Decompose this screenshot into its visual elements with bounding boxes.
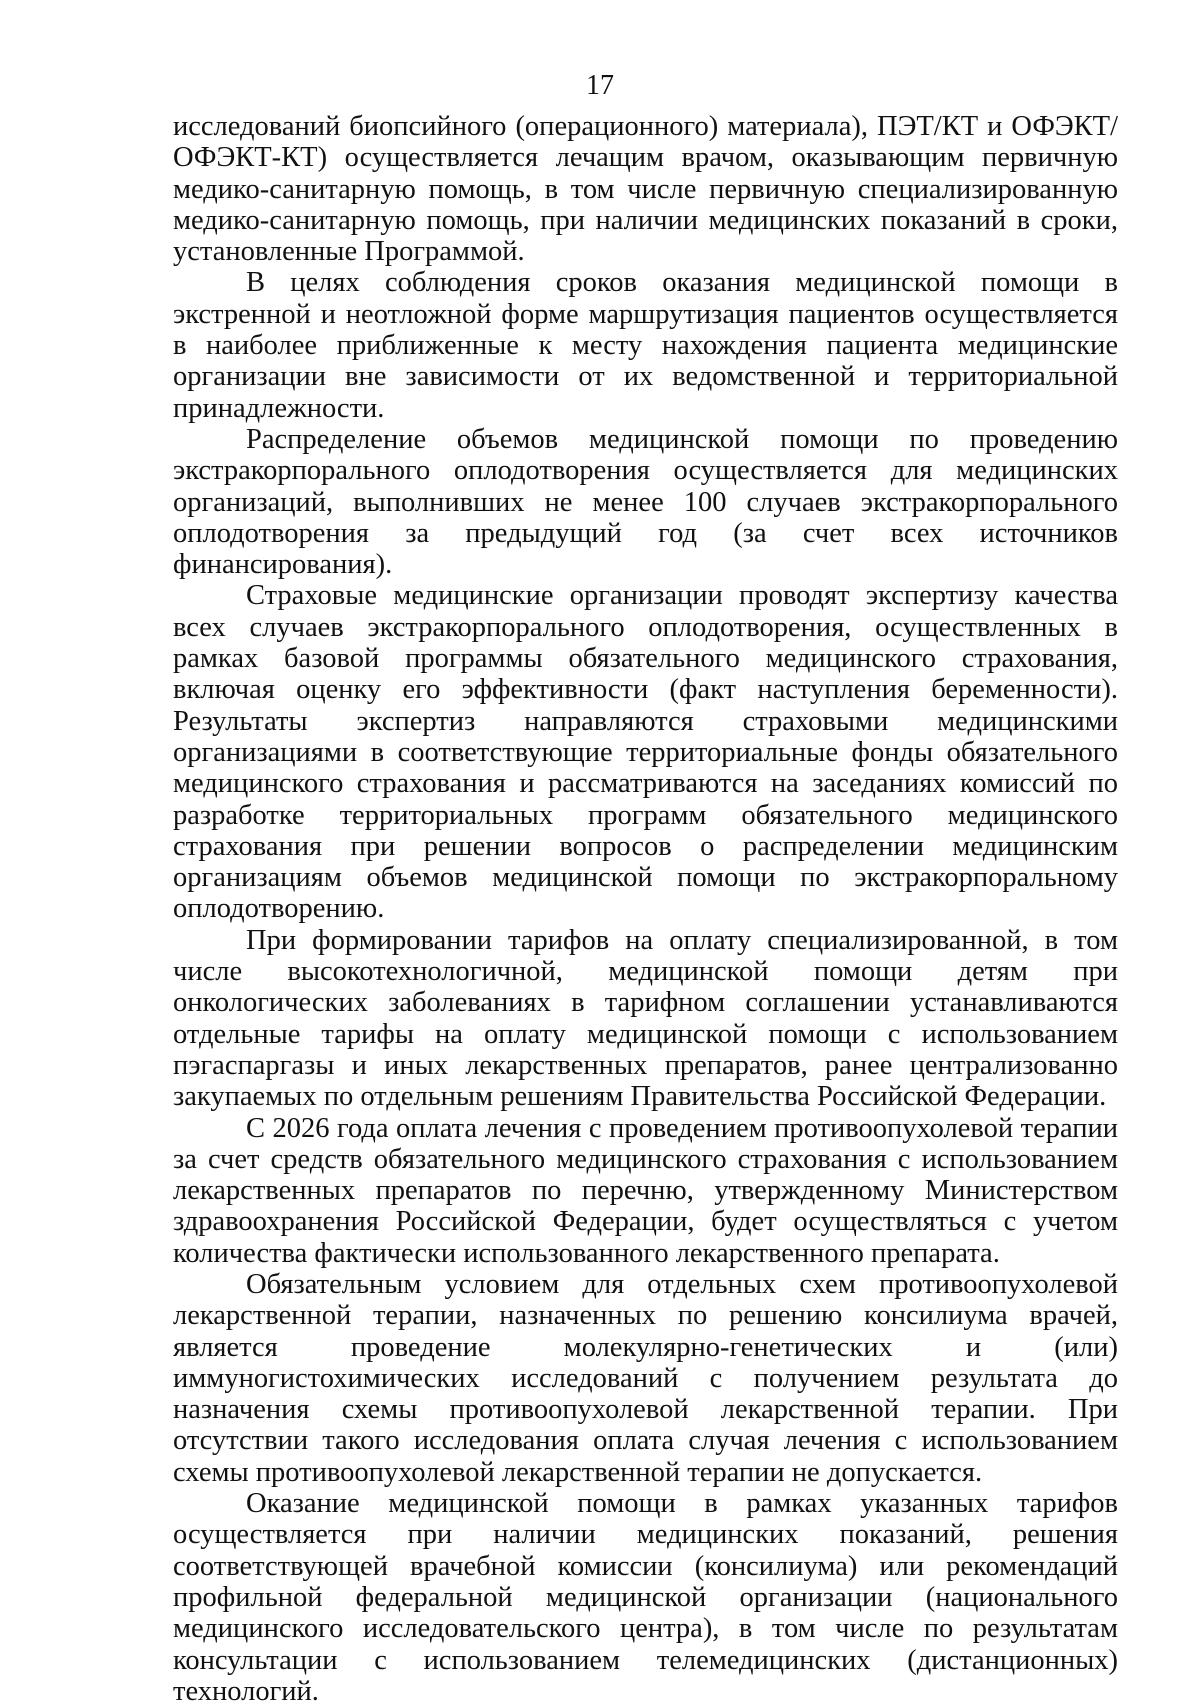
paragraph-7: Обязательным условием для отдельных схем противоопухолевой лекарственной терапии, назначенных по решению консилиума врачей, является проведение молекулярно-генетических и (или) иммуногистохимических исследований с получением результата до назначения схемы противоопухолевой лекарственной терапии. При отсутствии такого исследования оплата случая лечения с использованием схемы противоопухолевой лекарственной терапии не допускается. bbox=[173, 1268, 1118, 1488]
paragraph-4: Страховые медицинские организации проводят экспертизу качества всех случаев экстракорпорального оплодотворения, осуществленных в рамках базовой программы обязательного медицинского страхования, включая оценку его эффективности (факт наступления беременности). Результаты экспертиз направляются страховыми медицинскими организациями в соответствующие территориальные фонды обязательного медицинского страхования и рассматриваются на заседаниях комиссий по разработке территориальных программ обязательного медицинского страхования при решении вопросов о распределении медицинским организациям объемов медицинской помощи по экстракорпоральному оплодотворению. bbox=[173, 580, 1118, 925]
paragraph-2: В целях соблюдения сроков оказания медицинской помощи в экстренной и неотложной форме маршрутизация пациентов осуществляется в наиболее приближенные к месту нахождения пациента медицинские организации вне зависимости от их ведомственной и территориальной принадлежности. bbox=[173, 267, 1118, 424]
paragraph-1: исследований биопсийного (операционного) материала), ПЭТ/КТ и ОФЭКТ/ ОФЭКТ-КТ) осуществляется лечащим врачом, оказывающим первичную медико-санитарную помощь, в том числе первичную специализированную медико-санитарную помощь, при наличии медицинских показаний в сроки, установленные Программой. bbox=[173, 111, 1118, 268]
paragraph-6: С 2026 года оплата лечения с проведением противоопухолевой терапии за счет средств обязательного медицинского страхования с использованием лекарственных препаратов по перечню, утвержденному Министерством здравоохранения Российской Федерации, будет осуществляться с учетом количества фактически использованного лекарственного препарата. bbox=[173, 1112, 1118, 1269]
document-body bbox=[173, 111, 1118, 1707]
page-number: 17 bbox=[586, 70, 614, 101]
paragraph-8: Оказание медицинской помощи в рамках указанных тарифов осуществляется при наличии медицинских показаний, решения соответствующей врачебной комиссии (консилиума) или рекомендаций профильной федеральной медицинской организации (национального медицинского исследовательского центра), в том числе по результатам консультации с использованием телемедицинских (дистанционных) технологий. bbox=[173, 1488, 1118, 1707]
paragraph-5: При формировании тарифов на оплату специализированной, в том числе высокотехнологичной, медицинской помощи детям при онкологических заболеваниях в тарифном соглашении устанавливаются отдельные тарифы на оплату медицинской помощи с использованием пэгаспаргазы и иных лекарственных препаратов, ранее централизованно закупаемых по отдельным решениям Правительства Российской Федерации. bbox=[173, 924, 1118, 1113]
paragraph-3: Распределение объемов медицинской помощи по проведению экстракорпорального оплодотворения осуществляется для медицинских организаций, выполнивших не менее 100 случаев экстракорпорального оплодотворения за предыдущий год (за счет всех источников финансирования). bbox=[173, 423, 1118, 581]
